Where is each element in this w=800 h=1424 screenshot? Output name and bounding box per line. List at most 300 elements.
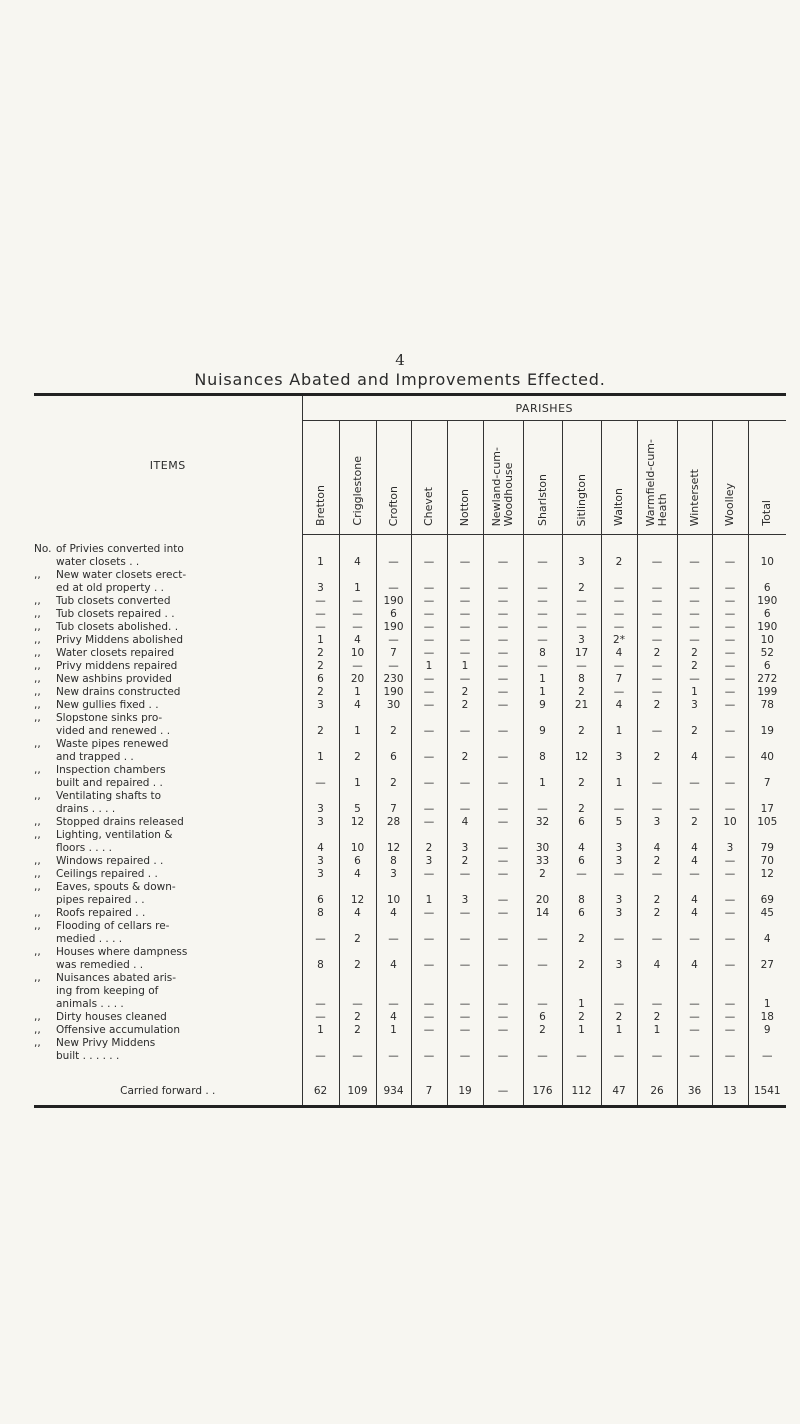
value-cell: 3 [562, 634, 601, 647]
value-cell: 12 [760, 868, 774, 880]
item-cell [34, 1024, 302, 1037]
value-cell: 1 [523, 764, 562, 790]
value-cell: 32 [523, 816, 562, 829]
item-cell [34, 920, 302, 946]
value-cell: — [601, 920, 637, 946]
value-cell: 6 [763, 608, 771, 620]
column-header [712, 421, 748, 535]
value-cell: 1 [302, 634, 339, 647]
value-cell: — [483, 608, 523, 621]
value-cell: 1 [523, 686, 562, 699]
item-text: Tub closets converted [56, 595, 171, 607]
table-row [34, 1037, 786, 1063]
carried-forward-value: 26 [637, 1077, 677, 1107]
value-cell: 2 [376, 764, 411, 790]
value-cell: — [376, 634, 411, 647]
value-cell: — [411, 699, 447, 712]
value-cell: — [562, 595, 601, 608]
value-cell: — [411, 543, 447, 569]
item-prefix: ,, [34, 738, 41, 750]
value-cell: — [447, 946, 483, 972]
value-cell: 10 [760, 556, 774, 568]
value-cell: 79 [760, 842, 774, 854]
value-cell: 2 [677, 712, 712, 738]
column-header-label: Sitlington [574, 473, 588, 526]
value-cell: 1 [601, 712, 637, 738]
value-cell: — [483, 673, 523, 686]
value-cell: — [447, 764, 483, 790]
value-cell: 4 [339, 634, 376, 647]
item-cell [34, 660, 302, 673]
value-cell: — [523, 972, 562, 1011]
value-cell: — [562, 868, 601, 881]
value-cell: — [483, 829, 523, 855]
table-row [34, 686, 786, 699]
item-prefix: ,, [34, 673, 41, 685]
value-cell: — [447, 647, 483, 660]
value-cell: — [712, 608, 748, 621]
value-cell: — [677, 569, 712, 595]
item-text: was remedied . . [56, 959, 144, 971]
value-cell: — [483, 686, 523, 699]
value-cell: — [302, 920, 339, 946]
item-text: Roofs repaired . . [56, 907, 146, 919]
value-cell: — [411, 907, 447, 920]
item-text: Stopped drains released [56, 816, 184, 828]
item-prefix: ,, [34, 972, 41, 984]
value-cell: 7 [376, 647, 411, 660]
value-cell: 2 [339, 946, 376, 972]
value-cell: 1 [411, 660, 447, 673]
value-cell: — [637, 764, 677, 790]
value-cell: 3 [677, 699, 712, 712]
item-text: built and repaired . . [56, 777, 163, 789]
value-cell: — [447, 1037, 483, 1063]
item-prefix: ,, [34, 1011, 41, 1023]
value-cell: 2 [562, 790, 601, 816]
value-cell: — [411, 1037, 447, 1063]
value-cell: 6 [302, 881, 339, 907]
item-prefix: ,, [34, 790, 41, 802]
value-cell: 2 [637, 738, 677, 764]
item-text: drains . . . . [56, 803, 116, 815]
value-cell: 4 [376, 1011, 411, 1024]
value-cell: 1 [562, 1024, 601, 1037]
item-prefix: ,, [34, 699, 41, 711]
item-prefix: ,, [34, 621, 41, 633]
value-cell: — [376, 543, 411, 569]
column-header-label: Total [760, 500, 774, 526]
value-cell: 2 [302, 660, 339, 673]
value-cell: 4 [677, 855, 712, 868]
value-cell: — [447, 920, 483, 946]
value-cell: 1 [376, 1024, 411, 1037]
value-cell: 70 [760, 855, 774, 867]
value-cell: — [523, 790, 562, 816]
value-cell: — [712, 920, 748, 946]
value-cell: 6 [562, 855, 601, 868]
value-cell: 14 [523, 907, 562, 920]
value-cell: — [483, 790, 523, 816]
value-cell: — [637, 1037, 677, 1063]
value-cell: 2 [447, 686, 483, 699]
value-cell: 28 [376, 816, 411, 829]
value-cell: 2 [447, 855, 483, 868]
table-row [34, 699, 786, 712]
value-cell: 190 [376, 595, 411, 608]
value-cell: — [523, 946, 562, 972]
value-cell: — [601, 595, 637, 608]
item-text: pipes repaired . . [56, 894, 145, 906]
value-cell: — [411, 686, 447, 699]
item-text: built . . . . . . [56, 1050, 120, 1062]
value-cell: — [302, 608, 339, 621]
page-title: Nuisances Abated and Improvements Effected. [194, 370, 606, 389]
value-cell: 4 [339, 868, 376, 881]
value-cell: — [677, 1037, 712, 1063]
value-cell: 2 [637, 699, 677, 712]
item-prefix: ,, [34, 595, 41, 607]
value-cell: 12 [339, 881, 376, 907]
value-cell: — [411, 920, 447, 946]
value-cell: 8 [562, 673, 601, 686]
value-cell: — [483, 569, 523, 595]
carried-forward-value: 36 [677, 1077, 712, 1107]
item-cell [34, 569, 302, 595]
value-cell: 2 [339, 738, 376, 764]
value-cell: — [411, 868, 447, 881]
value-cell: 6 [376, 608, 411, 621]
value-cell: 19 [760, 725, 774, 737]
item-text: medied . . . . [56, 933, 123, 945]
item-text: Ventilating shafts to [56, 790, 162, 802]
column-header-label: Chevet [422, 486, 435, 526]
value-cell: 2 [447, 699, 483, 712]
value-cell: 10 [760, 634, 774, 646]
value-cell: — [712, 972, 748, 1011]
value-cell: 4 [677, 907, 712, 920]
value-cell: — [302, 595, 339, 608]
value-cell: 18 [760, 1011, 774, 1023]
column-header [677, 421, 712, 535]
table-row [34, 907, 786, 920]
value-cell: — [447, 712, 483, 738]
value-cell: 1 [339, 569, 376, 595]
value-cell: — [677, 1011, 712, 1024]
value-cell: 2 [339, 1011, 376, 1024]
value-cell: — [762, 1050, 773, 1062]
value-cell: — [523, 595, 562, 608]
value-cell: 20 [339, 673, 376, 686]
value-cell: 1 [601, 764, 637, 790]
value-cell: 17 [562, 647, 601, 660]
value-cell: — [562, 608, 601, 621]
value-cell: 3 [712, 829, 748, 855]
value-cell: 3 [447, 829, 483, 855]
item-prefix: ,, [34, 816, 41, 828]
value-cell: 7 [376, 790, 411, 816]
item-cell [34, 1037, 302, 1063]
value-cell: 6 [302, 673, 339, 686]
value-cell: 4 [376, 907, 411, 920]
value-cell: — [411, 712, 447, 738]
value-cell: — [677, 595, 712, 608]
value-cell: 1 [302, 738, 339, 764]
value-cell: 10 [376, 881, 411, 907]
value-cell: — [712, 621, 748, 634]
value-cell: 6 [763, 660, 771, 672]
value-cell: — [523, 634, 562, 647]
value-cell: 2 [562, 764, 601, 790]
item-cell [34, 829, 302, 855]
value-cell: 2 [637, 907, 677, 920]
item-cell [34, 608, 302, 621]
value-cell: 2 [637, 855, 677, 868]
value-cell: — [483, 816, 523, 829]
value-cell: — [411, 608, 447, 621]
value-cell: — [339, 660, 376, 673]
value-cell: 6 [562, 907, 601, 920]
value-cell: 1 [411, 881, 447, 907]
item-text: Offensive accumulation [56, 1024, 180, 1036]
item-text: New Privy Middens [56, 1037, 156, 1049]
value-cell: 6 [763, 582, 771, 594]
value-cell: — [483, 1024, 523, 1037]
column-header-label: Woolley [723, 482, 736, 526]
value-cell: 4 [677, 946, 712, 972]
item-prefix: ,, [34, 660, 41, 672]
value-cell: — [712, 647, 748, 660]
value-cell: 1 [763, 998, 771, 1010]
value-cell: — [447, 673, 483, 686]
item-cell [34, 712, 302, 738]
value-cell: 40 [760, 751, 774, 763]
value-cell: 33 [523, 855, 562, 868]
value-cell: — [411, 764, 447, 790]
value-cell: 30 [523, 829, 562, 855]
value-cell: 2 [677, 647, 712, 660]
value-cell: — [523, 1037, 562, 1063]
value-cell: — [637, 608, 677, 621]
value-cell: — [677, 608, 712, 621]
item-prefix: ,, [34, 569, 41, 581]
value-cell: — [483, 972, 523, 1011]
item-text: New water closets erect- [56, 569, 187, 581]
value-cell: 2 [637, 1011, 677, 1024]
value-cell: 4 [302, 829, 339, 855]
value-cell: 272 [757, 673, 778, 685]
item-prefix: ,, [34, 1024, 41, 1036]
value-cell: 5 [339, 790, 376, 816]
value-cell: — [712, 712, 748, 738]
value-cell: 9 [523, 712, 562, 738]
value-cell: — [637, 621, 677, 634]
table-row [34, 829, 786, 855]
value-cell: — [712, 699, 748, 712]
item-cell [34, 621, 302, 634]
value-cell: — [601, 972, 637, 1011]
value-cell: 1 [339, 712, 376, 738]
value-cell: — [447, 972, 483, 1011]
value-cell: — [523, 660, 562, 673]
value-cell: — [523, 543, 562, 569]
value-cell: — [712, 946, 748, 972]
value-cell: 4 [601, 647, 637, 660]
value-cell: 4 [339, 907, 376, 920]
value-cell: — [483, 634, 523, 647]
value-cell: — [601, 790, 637, 816]
value-cell: — [712, 764, 748, 790]
value-cell: — [562, 660, 601, 673]
value-cell: 1 [677, 686, 712, 699]
value-cell: 3 [302, 816, 339, 829]
item-prefix: ,, [34, 608, 41, 620]
value-cell: — [411, 1011, 447, 1024]
value-cell: 4 [601, 699, 637, 712]
value-cell: — [677, 634, 712, 647]
item-cell [34, 790, 302, 816]
value-cell: — [483, 855, 523, 868]
value-cell: — [677, 920, 712, 946]
value-cell: 30 [376, 699, 411, 712]
value-cell: 6 [339, 855, 376, 868]
value-cell: 3 [601, 881, 637, 907]
value-cell: 2 [523, 1024, 562, 1037]
carried-forward-value: 62 [302, 1077, 339, 1107]
value-cell: 2* [601, 634, 637, 647]
item-text: Tub closets repaired . . [56, 608, 175, 620]
value-cell: — [712, 881, 748, 907]
value-cell: — [411, 673, 447, 686]
value-cell: 10 [339, 647, 376, 660]
value-cell: — [637, 868, 677, 881]
value-cell: — [562, 621, 601, 634]
value-cell: 21 [562, 699, 601, 712]
value-cell: 27 [760, 959, 774, 971]
value-cell: — [339, 621, 376, 634]
value-cell: — [411, 790, 447, 816]
value-cell: — [376, 660, 411, 673]
item-cell [34, 543, 302, 569]
value-cell: — [637, 634, 677, 647]
value-cell: — [483, 920, 523, 946]
value-cell: 8 [302, 907, 339, 920]
value-cell: — [411, 595, 447, 608]
value-cell: 3 [601, 738, 637, 764]
value-cell: — [302, 1011, 339, 1024]
value-cell: 78 [760, 699, 774, 711]
carried-forward-value: 19 [447, 1077, 483, 1107]
value-cell: 2 [339, 920, 376, 946]
value-cell: — [601, 1037, 637, 1063]
column-header [562, 421, 601, 535]
value-cell: 2 [302, 686, 339, 699]
items-header: ITEMS [34, 396, 302, 535]
item-prefix: No. [34, 543, 52, 555]
column-header-label: Newland-cum- Woodhouse [490, 446, 515, 526]
value-cell: — [677, 972, 712, 1011]
value-cell: 4 [637, 829, 677, 855]
value-cell: — [483, 1037, 523, 1063]
item-prefix: ,, [34, 764, 41, 776]
value-cell: — [483, 868, 523, 881]
item-prefix: ,, [34, 946, 41, 958]
value-cell: — [637, 790, 677, 816]
item-cell [34, 764, 302, 790]
value-cell: — [411, 621, 447, 634]
value-cell: — [523, 569, 562, 595]
value-cell: — [677, 764, 712, 790]
item-text: and trapped . . [56, 751, 134, 763]
value-cell: 8 [523, 738, 562, 764]
value-cell: — [483, 712, 523, 738]
value-cell: — [447, 907, 483, 920]
item-text: Inspection chambers [56, 764, 166, 776]
value-cell: — [483, 621, 523, 634]
value-cell: — [712, 634, 748, 647]
value-cell: — [637, 595, 677, 608]
item-text: Water closets repaired [56, 647, 175, 659]
value-cell: — [447, 1024, 483, 1037]
value-cell: 12 [339, 816, 376, 829]
value-cell: 3 [601, 946, 637, 972]
item-cell [34, 868, 302, 881]
value-cell: 4 [339, 699, 376, 712]
column-header-label: Walton [612, 488, 625, 526]
value-cell: 2 [677, 660, 712, 673]
value-cell: 52 [760, 647, 774, 659]
value-cell: 7 [601, 673, 637, 686]
table-row [34, 920, 786, 946]
table-row [34, 647, 786, 660]
item-text: ed at old property . . [56, 582, 164, 594]
value-cell: — [339, 608, 376, 621]
table-row [34, 790, 786, 816]
table-row [34, 855, 786, 868]
column-header-label: Notton [458, 488, 471, 526]
carried-forward-label: Carried forward . . [34, 1077, 302, 1107]
value-cell: 69 [760, 894, 774, 906]
item-prefix: ,, [34, 907, 41, 919]
value-cell: 190 [757, 595, 778, 607]
column-header [483, 421, 523, 535]
item-text: Lighting, ventilation & [56, 829, 173, 841]
value-cell: 5 [601, 816, 637, 829]
value-cell: — [447, 1011, 483, 1024]
item-cell [34, 634, 302, 647]
value-cell: 4 [339, 543, 376, 569]
item-text: Dirty houses cleaned [56, 1011, 167, 1023]
value-cell: — [302, 972, 339, 1011]
value-cell: — [483, 647, 523, 660]
column-header-label: Warmfield-cum- Heath [644, 438, 669, 526]
value-cell: — [376, 1037, 411, 1063]
value-cell: 2 [677, 816, 712, 829]
value-cell: 230 [376, 673, 411, 686]
value-cell: 6 [562, 816, 601, 829]
value-cell: — [447, 868, 483, 881]
value-cell: — [637, 712, 677, 738]
value-cell: 2 [302, 712, 339, 738]
column-header-label: Bretton [313, 485, 327, 526]
value-cell: — [483, 699, 523, 712]
value-cell: — [601, 608, 637, 621]
value-cell: 1 [339, 764, 376, 790]
value-cell: 3 [376, 868, 411, 881]
carried-forward-value: 109 [339, 1077, 376, 1107]
value-cell: — [712, 673, 748, 686]
item-cell [34, 855, 302, 868]
